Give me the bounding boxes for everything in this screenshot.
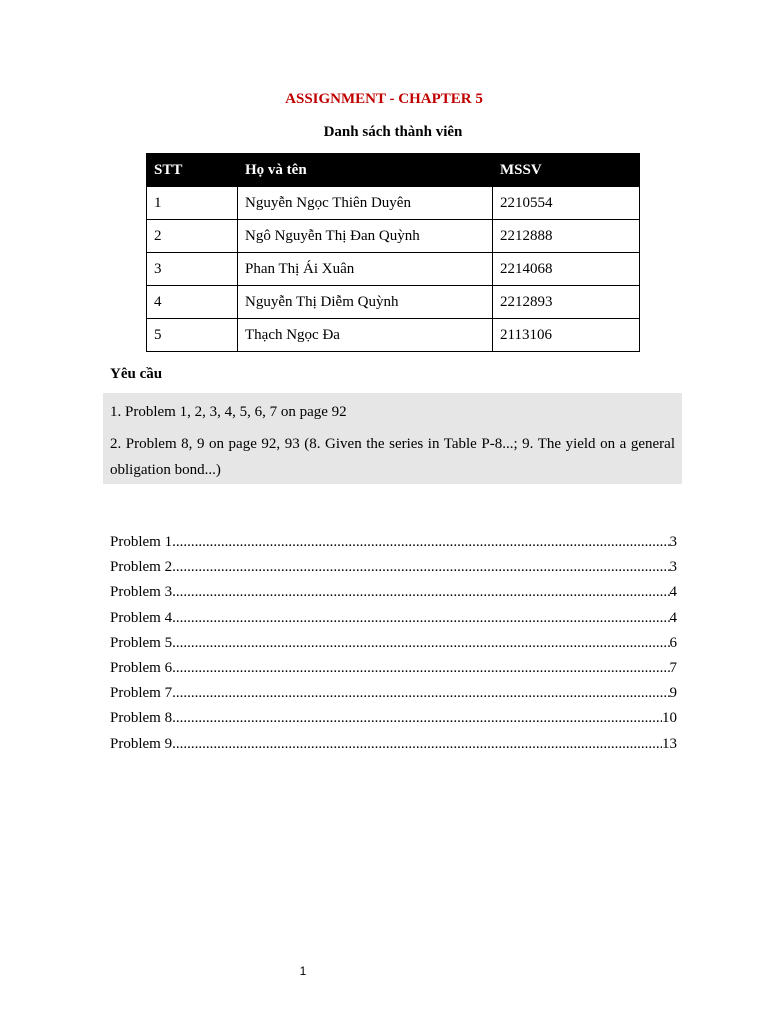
table-row: [147, 319, 640, 352]
requirements-box: [103, 393, 682, 484]
toc-page-number: 10: [662, 710, 677, 727]
page-number: 1: [299, 964, 307, 978]
table-of-contents: [110, 530, 677, 757]
toc-label: Problem 5: [110, 634, 173, 651]
toc-leader-dots: [172, 580, 669, 605]
toc-entry[interactable]: [110, 631, 677, 656]
toc-entry[interactable]: [110, 706, 677, 731]
cell-mssv: 2210554: [493, 187, 640, 220]
cell-name: Thạch Ngọc Đa: [238, 319, 493, 352]
toc-page-number: 4: [669, 609, 677, 626]
toc-label: Problem 4: [110, 609, 173, 626]
toc-leader-dots: [172, 530, 669, 555]
toc-label: Problem 7: [110, 685, 173, 702]
toc-entry[interactable]: [110, 732, 677, 757]
toc-entry[interactable]: [110, 681, 677, 706]
header-name: Họ và tên: [238, 154, 493, 187]
table-row: [147, 220, 640, 253]
toc-label: Problem 9: [110, 735, 173, 752]
cell-mssv: 2212888: [493, 220, 640, 253]
toc-page-number: 6: [669, 634, 677, 651]
cell-stt: 1: [147, 187, 238, 220]
toc-label: Problem 8: [110, 710, 173, 727]
toc-entry[interactable]: [110, 606, 677, 631]
toc-leader-dots: [172, 631, 669, 656]
toc-leader-dots: [172, 606, 669, 631]
toc-entry[interactable]: [110, 656, 677, 681]
header-mssv: MSSV: [493, 154, 640, 187]
cell-name: Nguyễn Thị Diễm Quỳnh: [238, 286, 493, 319]
members-table: [146, 153, 640, 352]
table-row: [147, 187, 640, 220]
toc-page-number: 7: [669, 659, 677, 676]
toc-leader-dots: [172, 706, 662, 731]
requirement-item: 1. Problem 1, 2, 3, 4, 5, 6, 7 on page 92: [110, 404, 347, 420]
toc-page-number: 13: [662, 735, 677, 752]
requirement-item: 2. Problem 8, 9 on page 92, 93 (8. Given the series in Table P-8...; 9. The yield on a general obligation bond...): [110, 436, 675, 478]
toc-page-number: 9: [669, 685, 677, 702]
toc-leader-dots: [172, 732, 662, 757]
cell-stt: 2: [147, 220, 238, 253]
cell-mssv: 2214068: [493, 253, 640, 286]
toc-page-number: 3: [669, 559, 677, 576]
header-stt: STT: [147, 154, 238, 187]
requirements-heading: Yêu cầu: [110, 366, 163, 382]
cell-stt: 5: [147, 319, 238, 352]
toc-label: Problem 1: [110, 534, 173, 550]
cell-name: Ngô Nguyễn Thị Đan Quỳnh: [238, 220, 493, 253]
toc-entry[interactable]: [110, 555, 677, 580]
toc-label: Problem 6: [110, 659, 173, 676]
toc-leader-dots: [172, 555, 669, 580]
member-list-heading: Danh sách thành viên: [323, 124, 463, 140]
cell-name: Phan Thị Ái Xuân: [238, 253, 493, 286]
toc-entry[interactable]: [110, 530, 677, 555]
toc-page-number: 4: [669, 584, 677, 601]
cell-mssv: 2113106: [493, 319, 640, 352]
toc-entry[interactable]: [110, 580, 677, 605]
table-row: [147, 286, 640, 319]
cell-stt: 4: [147, 286, 238, 319]
toc-label: Problem 2: [110, 559, 173, 576]
cell-stt: 3: [147, 253, 238, 286]
toc-label: Problem 3: [110, 584, 173, 601]
table-row: [147, 253, 640, 286]
toc-page-number: 3: [669, 534, 677, 550]
cell-mssv: 2212893: [493, 286, 640, 319]
toc-leader-dots: [172, 656, 669, 681]
document-title: ASSIGNMENT - CHAPTER 5: [285, 91, 483, 107]
toc-leader-dots: [172, 681, 669, 706]
table-header-row: [147, 154, 640, 187]
cell-name: Nguyễn Ngọc Thiên Duyên: [238, 187, 493, 220]
